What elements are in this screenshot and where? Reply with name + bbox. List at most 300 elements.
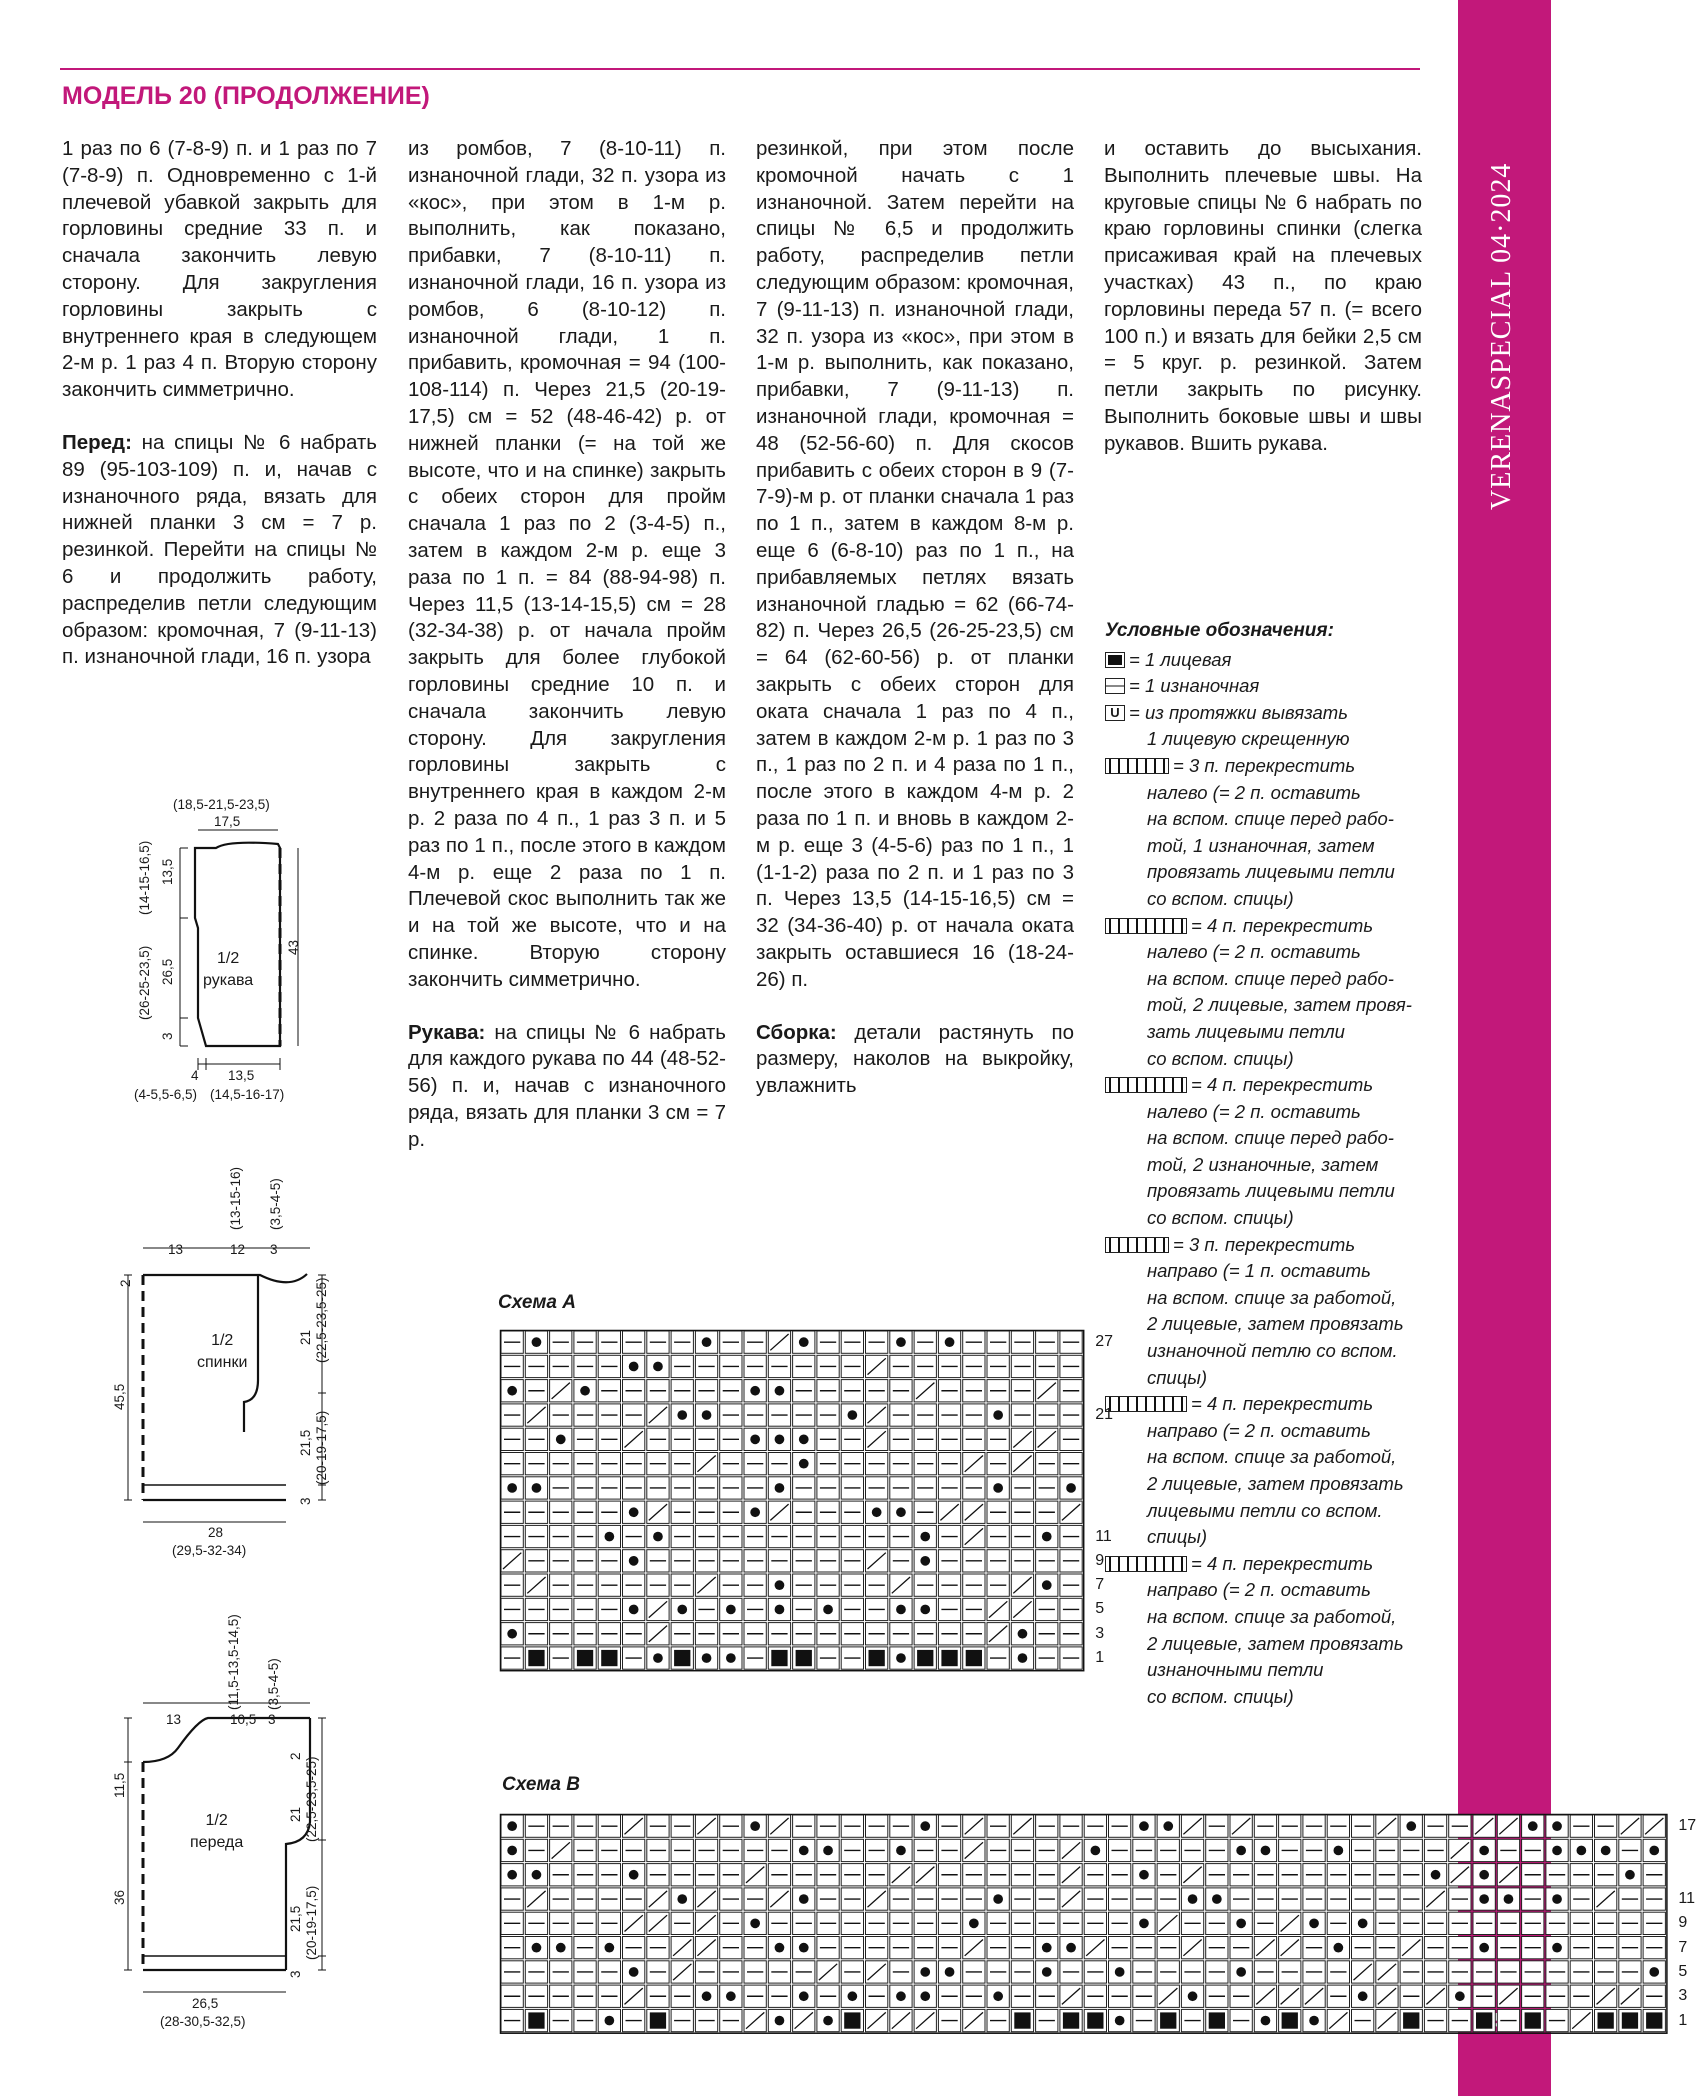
front-width-sizes: (28-30,5-32,5)	[160, 2014, 246, 2029]
front-neck-drop: 11,5	[112, 1772, 127, 1798]
cable-stitch	[1115, 1967, 1125, 1977]
row-number: 11	[1095, 1527, 1112, 1545]
legend-text: 2 лицевые, затем провязать	[1147, 1632, 1404, 1654]
cable-stitch	[920, 1532, 930, 1542]
cable-stitch	[1576, 1846, 1586, 1856]
cable-stitch	[1504, 1894, 1514, 1904]
paragraph-text: на спицы № 6 набрать 89 (95-103-109) п. и, начав с изнаночного ряда, вязать для нижней планки 3 см = 7 р. резинкой. Перейти на спицы № 6 и продолжить работу, распределив петли следующим образом: кромочная, 7 (9-11-13) п. изнаночной глади, 16 п. узора	[62, 430, 377, 669]
text-column-2	[408, 136, 726, 1179]
cable-stitch	[629, 1870, 639, 1880]
back-total-length: 45,5	[112, 1383, 127, 1410]
cable-stitch	[702, 1410, 712, 1420]
sleeve-length-sizes: (26-25-23,5)	[137, 945, 152, 1020]
front-width: 26,5	[192, 1996, 219, 2011]
legend-text: = 4 п. перекрестить	[1191, 1074, 1374, 1096]
legend-item	[1105, 753, 1435, 913]
cable-stitch	[507, 1846, 517, 1856]
row-number: 7	[1678, 1938, 1688, 1956]
cable-stitch	[896, 1653, 906, 1663]
scheme-b-grid	[500, 1814, 1668, 2035]
cable-stitch	[702, 1337, 712, 1347]
cable-stitch	[1479, 1943, 1489, 1953]
cable-stitch	[847, 1991, 857, 2001]
paragraph	[62, 430, 377, 671]
row-number: 9	[1095, 1551, 1105, 1569]
knit-stitch	[1525, 2012, 1541, 2028]
legend-text: зать лицевыми петли	[1147, 1020, 1345, 1042]
cable-stitch	[775, 1580, 785, 1590]
cable-stitch	[1333, 1943, 1343, 1953]
knit-stitch-icon	[1105, 652, 1125, 668]
cable-stitch	[604, 1943, 614, 1953]
knit-stitch	[966, 1650, 982, 1666]
cable-stitch	[1528, 1821, 1538, 1831]
row-number: 9	[1678, 1914, 1688, 1932]
cable-stitch	[653, 1653, 663, 1663]
section-heading: Рукава:	[408, 1020, 486, 1044]
header-rule	[60, 68, 1420, 70]
legend-item	[1105, 1391, 1435, 1551]
front-neck-width: 10,5	[230, 1712, 257, 1727]
front-schematic	[110, 1700, 340, 2030]
back-width: 28	[208, 1525, 224, 1540]
knit-stitch	[1209, 2012, 1225, 2028]
sleeve-bottom-left: 4	[191, 1068, 199, 1083]
cable-stitch	[896, 1846, 906, 1856]
row-number: 27	[1095, 1333, 1113, 1351]
brand-text: VERENASPECIAL 04·2024	[1486, 162, 1517, 510]
cable-stitch	[1455, 1991, 1465, 2001]
cable-stitch	[1601, 1846, 1611, 1856]
cable-stitch	[1309, 1918, 1319, 1928]
cable-stitch	[775, 1434, 785, 1444]
section-heading: Перед:	[62, 430, 132, 454]
cable-stitch	[969, 1918, 979, 1928]
cable-stitch	[1236, 1846, 1246, 1856]
back-side-length-sizes: (20-19-17,5)	[314, 1410, 329, 1485]
cable-stitch	[629, 1605, 639, 1615]
cable-stitch	[799, 1434, 809, 1444]
cable-stitch	[1479, 1846, 1489, 1856]
scheme-a-grid	[500, 1330, 1085, 1672]
legend-text: = из протяжки вывязать	[1129, 701, 1348, 723]
cable-stitch	[896, 1337, 906, 1347]
cable-stitch	[920, 1967, 930, 1977]
row-number: 11	[1678, 1890, 1695, 1908]
cable-stitch	[1552, 1894, 1562, 1904]
legend-text: = 3 п. перекрестить	[1173, 1233, 1356, 1255]
sleeve-total-length: 43	[286, 939, 301, 955]
cable-stitch	[799, 1991, 809, 2001]
legend-items	[1105, 647, 1435, 1711]
legend-text: направо (= 2 п. оставить	[1147, 1579, 1371, 1601]
paragraph: и оставить до высыхания. Выполнить плечевые швы. На круговые спицы № 6 набрать по краю горловины спинки (слегка присаживая край на плечевых участках) 43 п., по краю горловины переда 57 п. (= всего 100 п.) и вязать для бейки 2,5 см = 5 круг. р. резинкой. Затем петли закрыть по рисунку. Выполнить боковые швы и швы рукавов. Вшить рукава.	[1104, 137, 1422, 455]
knit-stitch	[528, 1650, 544, 1666]
legend-text: со вспом. спицы)	[1147, 1685, 1294, 1707]
front-side-length: 21,5	[288, 1905, 303, 1932]
legend-text: спицы)	[1147, 1526, 1208, 1548]
knit-stitch	[650, 2012, 666, 2028]
cable-stitch	[799, 1459, 809, 1469]
knit-stitch	[917, 1650, 933, 1666]
cable-stitch	[556, 1434, 566, 1444]
cable-stitch	[896, 1507, 906, 1517]
cable-stitch	[799, 1943, 809, 1953]
knit-stitch	[528, 2012, 544, 2028]
knit-stitch	[771, 1650, 787, 1666]
cable-stitch	[532, 1943, 542, 1953]
row-number: 7	[1095, 1576, 1105, 1594]
knit-stitch	[1160, 2012, 1176, 2028]
cable-stitch	[629, 1556, 639, 1566]
knit-stitch	[869, 1650, 885, 1666]
back-armhole-edge	[250, 1272, 300, 1472]
legend-text: со вспом. спицы)	[1147, 1047, 1294, 1069]
back-neck-width: 12	[230, 1242, 246, 1257]
cable-stitch	[945, 1337, 955, 1347]
legend-text: = 4 п. перекрестить	[1191, 1393, 1374, 1415]
cable-stitch	[799, 1846, 809, 1856]
cable-stitch	[677, 1894, 687, 1904]
cable-stitch	[993, 1483, 1003, 1493]
knit-stitch	[1646, 2012, 1662, 2028]
cable-stitch	[1261, 1846, 1271, 1856]
cable-stitch	[532, 1337, 542, 1347]
legend	[1105, 618, 1435, 1710]
cable-stitch	[726, 1605, 736, 1615]
row-number: 5	[1095, 1600, 1105, 1618]
legend-item	[1105, 647, 1435, 674]
cable-stitch	[702, 1991, 712, 2001]
back-width-sizes: (29,5-32-34)	[172, 1543, 247, 1558]
cable-stitch	[847, 1410, 857, 1420]
scheme-b-title: Схема В	[502, 1774, 581, 1795]
back-neck-depth-sizes: (3,5-4-5)	[268, 1178, 283, 1230]
cable-stitch	[920, 1991, 930, 2001]
legend-text: 2 лицевые, затем провязать	[1147, 1473, 1404, 1494]
legend-text: изнаночной петлю со вспом.	[1147, 1340, 1398, 1362]
cable-stitch	[1212, 1894, 1222, 1904]
cable-stitch	[1309, 2016, 1319, 2026]
back-neck-depth: 3	[270, 1242, 278, 1257]
paragraph	[756, 1020, 1074, 1100]
front-side-length-sizes: (20-19-17,5)	[304, 1885, 319, 1960]
knit-stitch	[1476, 2012, 1492, 2028]
cable-stitch	[1163, 1821, 1173, 1831]
cable-stitch	[532, 1870, 542, 1880]
cable-stitch	[993, 1894, 1003, 1904]
cable-stitch	[872, 1507, 882, 1517]
purl-stitch-icon	[1105, 678, 1125, 694]
legend-text: провязать лицевыми петли	[1147, 861, 1395, 883]
cable-stitch	[726, 1991, 736, 2001]
cable-stitch	[653, 1532, 663, 1542]
cable-stitch	[1261, 2016, 1271, 2026]
front-shoulder-width: 13	[166, 1712, 182, 1727]
sleeve-cap-height-sizes: (14-15-16,5)	[137, 840, 152, 915]
brand-logo	[1458, 0, 1551, 560]
legend-item	[1105, 1232, 1435, 1392]
cable-stitch	[1625, 1870, 1635, 1880]
legend-text: налево (= 2 п. оставить	[1147, 941, 1361, 963]
cable-stitch	[580, 1386, 590, 1396]
sleeve-bottom-left-sizes: (4-5,5-6,5)	[134, 1087, 198, 1102]
legend-item	[1105, 673, 1435, 700]
cable-stitch	[1090, 1846, 1100, 1856]
legend-text: на вспом. спице за работой,	[1147, 1446, 1397, 1468]
legend-text: 1 лицевую скрещенную	[1147, 728, 1350, 750]
cable-stitch	[823, 2016, 833, 2026]
row-number: 5	[1678, 1962, 1688, 1980]
scheme-a-title: Схема А	[498, 1292, 577, 1313]
cable-cross-icon	[1105, 1396, 1187, 1412]
sleeve-cap-height: 13,5	[160, 858, 175, 885]
cable-stitch	[750, 1821, 760, 1831]
cable-stitch	[629, 1967, 639, 1977]
cable-stitch	[1188, 1991, 1198, 2001]
legend-text: 2 лицевые, затем провязать	[1147, 1313, 1404, 1335]
cable-stitch	[507, 1386, 517, 1396]
sleeve-bottom-width-sizes: (14,5-16-17)	[210, 1087, 285, 1102]
cable-cross-icon	[1105, 758, 1169, 774]
front-label: 1/2 переда	[190, 1812, 244, 1851]
legend-text: провязать лицевыми петли	[1147, 1180, 1395, 1202]
text-column-3	[756, 136, 1074, 1126]
cable-stitch	[920, 1556, 930, 1566]
front-neck-depth-sizes: (3,5-4-5)	[266, 1658, 281, 1710]
cable-stitch	[993, 1991, 1003, 2001]
cable-stitch	[775, 1943, 785, 1953]
legend-item	[1105, 1551, 1435, 1711]
cable-stitch	[920, 1821, 930, 1831]
cable-stitch	[775, 2016, 785, 2026]
legend-item	[1105, 913, 1435, 1073]
cable-stitch	[1018, 1629, 1028, 1639]
cable-stitch	[920, 1605, 930, 1615]
text-column-4	[1104, 136, 1422, 484]
knit-stitch	[796, 1650, 812, 1666]
cable-stitch	[1066, 1943, 1076, 1953]
cable-stitch	[1358, 1991, 1368, 2001]
cable-stitch	[775, 1483, 785, 1493]
paragraph-text: на спицы № 6 набрать для каждого рукава по 44 (48-52-56) п. и, начав с изнаночного ряда, вязать для планки 3 см = 7 р.	[408, 1020, 726, 1151]
cable-stitch	[702, 1653, 712, 1663]
legend-text: = 3 п. перекрестить	[1173, 754, 1356, 776]
legend-text: на вспом. спице перед рабо-	[1147, 808, 1394, 830]
front-top-edge: 2	[288, 1752, 303, 1760]
cable-stitch	[629, 1507, 639, 1517]
sleeve-top-width: 17,5	[214, 814, 241, 829]
page-title: МОДЕЛЬ 20 (ПРОДОЛЖЕНИЕ)	[62, 82, 430, 110]
front-armhole-depth: 21	[288, 1806, 303, 1822]
row-number: 1	[1678, 2011, 1688, 2029]
cable-cross-icon	[1105, 1556, 1187, 1572]
section-heading: Сборка:	[756, 1020, 837, 1044]
back-top-edge: 2	[118, 1279, 133, 1287]
cable-stitch	[945, 1967, 955, 1977]
paragraph	[408, 1020, 726, 1154]
cable-stitch	[1236, 1967, 1246, 1977]
back-armhole-depth-sizes: (22,5-23,5-25)	[314, 1277, 329, 1363]
front-band-height: 3	[288, 1970, 303, 1978]
sleeve-cuff-height: 3	[160, 1032, 175, 1040]
paragraph-text: детали растянуть по размеру, наколов на выкройку, увлажнить	[756, 1020, 1074, 1098]
front-neck-depth: 3	[268, 1712, 276, 1727]
row-number: 3	[1678, 1987, 1688, 2005]
legend-text: = 4 п. перекрестить	[1191, 914, 1374, 936]
cable-stitch	[1042, 1532, 1052, 1542]
cable-stitch	[1042, 1580, 1052, 1590]
legend-text: лицевыми петли со вспом.	[1147, 1499, 1383, 1521]
cable-stitch	[775, 1386, 785, 1396]
cable-stitch	[750, 1507, 760, 1517]
cable-stitch	[1139, 1918, 1149, 1928]
front-neck-width-sizes: (11,5-13,5-14,5)	[226, 1614, 241, 1710]
cable-stitch	[1479, 1870, 1489, 1880]
row-number: 1	[1095, 1649, 1105, 1667]
cable-stitch	[677, 1605, 687, 1615]
cable-stitch	[507, 1629, 517, 1639]
cable-stitch	[823, 1846, 833, 1856]
legend-text: той, 1 изнаночная, затем	[1147, 834, 1375, 856]
cable-stitch	[1188, 1894, 1198, 1904]
back-shoulder-width: 13	[168, 1242, 184, 1257]
cable-stitch	[896, 1605, 906, 1615]
row-number: 21	[1095, 1406, 1113, 1424]
legend-text: = 4 п. перекрестить	[1191, 1552, 1374, 1574]
sleeve-top-size: (18,5-21,5-23,5)	[173, 797, 270, 812]
cable-stitch	[1236, 1918, 1246, 1928]
paragraph: резинкой, при этом после кромочной начать с 1 изнаночной. Затем перейти на спицы № 6,5 и продолжить работу, распределив петли следующим образом: кромочная, 7 (9-11-13) п. изнаночной глади, 32 п. узора из «кос», при этом в 1-м р. выполнить, как показано, прибавки, 7 (9-11-13) п. изнаночной глади, кромочная = 48 (52-56-60) п. Для скосов прибавить с обеих сторон в 9 (7-7-9)-м р. от планки сначала 1 раз по 1 п., затем в каждом 8-м р. еще 6 (6-8-10) раз по 1 п., на прибавляемых петлях вязать изнаночной гладью = 62 (66-74-82) п. Через 26,5 (26-25-23,5) см = 64 (62-60-56) р. от планки закрыть с обеих сторон для оката сначала 1 раз по 4 п., затем в каждом 2-м р. 1 раз по 3 п., 1 раз по 2 п. и 4 раза по 1 п., после этого в каждом 4-м р. 2 раза по 1 п. и вновь в каждом 2-м р. еще 3 (4-5-6) раз по 1 п., 1 (1-1-2) раза по 2 п. и 1 раз по 3 п. Через 13,5 (14-15-16,5) см = 32 (34-36-40) р. от начала оката закрыть оставшиеся 16 (18-24-26) п.	[756, 137, 1074, 991]
cable-stitch	[823, 1605, 833, 1615]
cable-stitch	[1552, 1943, 1562, 1953]
cable-stitch	[1358, 1918, 1368, 1928]
cable-stitch	[726, 1653, 736, 1663]
cable-stitch	[1018, 1653, 1028, 1663]
cable-stitch	[604, 2016, 614, 2026]
cable-stitch	[993, 1410, 1003, 1420]
legend-text: = 1 изнаночная	[1129, 675, 1260, 697]
knit-stitch	[1014, 2012, 1030, 2028]
legend-text: той, 2 лицевые, затем провя-	[1147, 994, 1412, 1016]
back-schematic	[110, 1230, 340, 1560]
back-band-height: 3	[298, 1497, 313, 1505]
cable-stitch	[1431, 1870, 1441, 1880]
sleeve-label: 1/2 рукава	[203, 950, 254, 989]
cable-stitch	[799, 1337, 809, 1347]
paragraph: из ромбов, 7 (8-10-11) п. изнаночной глади, 32 п. узора из «кос», при этом в 1-м р. выполнить, как показано, прибавки, 7 (8-10-11) п. изнаночной глади, 16 п. узора из ромбов, 6 (8-10-12) п. изнаночной глади, 1 п. прибавить, кромочная = 94 (100-108-114) п. Через 21,5 (20-19-17,5) см = 52 (48-46-42) р. от нижней планки (= на той же высоте, что и на спинке) закрыть с обеих сторон для пройм сначала 1 раз по 2 (3-4-5) п., затем в каждом 2-м р. еще 3 раза по 1 п. = 84 (88-94-98) п. Через 11,5 (13-14-15,5) см = 28 (32-34-38) р. от начала пройм закрыть для более глубокой горловины средние 10 п. и сначала закончить левую сторону. Для закругления горловины закрыть с внутреннего края в каждом 2-м р. 2 раза по 4 п., 1 раз 3 п. и 5 раз по 1 п., после этого в каждом 4-м р. еще 2 раза по 1 п. Плечевой скос выполнить так же и на той же высоте, что и на спинке. Вторую сторону закончить симметрично.	[408, 137, 726, 991]
legend-text: со вспом. спицы)	[1147, 887, 1294, 909]
cable-stitch	[750, 1918, 760, 1928]
cable-stitch	[1649, 1967, 1659, 1977]
knit-stitch	[941, 1650, 957, 1666]
front-total-length: 36	[112, 1889, 127, 1905]
cable-stitch	[629, 1362, 639, 1372]
knit-stitch	[1282, 2012, 1298, 2028]
knit-stitch	[1598, 2012, 1614, 2028]
back-armhole-depth: 21	[298, 1329, 313, 1345]
legend-text: на вспом. спице перед рабо-	[1147, 1127, 1394, 1149]
cable-stitch	[653, 1362, 663, 1372]
knit-stitch	[844, 2012, 860, 2028]
cable-stitch	[507, 1821, 517, 1831]
cable-stitch	[1479, 1894, 1489, 1904]
cable-stitch	[532, 1483, 542, 1493]
knit-stitch	[1403, 2012, 1419, 2028]
legend-text: на вспом. спице перед рабо-	[1147, 967, 1394, 989]
knit-stitch	[1087, 2012, 1103, 2028]
knit-stitch	[674, 1650, 690, 1666]
legend-title: Условные обозначения:	[1105, 620, 1334, 641]
brand-sidebar	[1458, 0, 1551, 2096]
legend-text: со вспом. спицы)	[1147, 1207, 1294, 1229]
back-side-length: 21,5	[298, 1429, 313, 1456]
cable-stitch	[604, 1532, 614, 1542]
cable-stitch	[1552, 1821, 1562, 1831]
cable-stitch	[1552, 1846, 1562, 1856]
cable-stitch	[750, 1386, 760, 1396]
cable-stitch	[507, 1483, 517, 1493]
cable-cross-icon	[1105, 1077, 1187, 1093]
legend-item	[1105, 700, 1435, 753]
cable-stitch	[1139, 1870, 1149, 1880]
legend-text: спицы)	[1147, 1366, 1208, 1388]
front-armhole-depth-sizes: (22,5-23,5-25)	[304, 1756, 319, 1842]
cable-stitch	[775, 1605, 785, 1615]
legend-text: налево (= 2 п. оставить	[1147, 781, 1361, 803]
text-column-1	[62, 136, 377, 697]
cable-stitch	[1649, 1846, 1659, 1856]
cable-stitch	[799, 1894, 809, 1904]
cable-stitch	[556, 1943, 566, 1953]
knit-stitch	[1063, 2012, 1079, 2028]
cable-stitch	[1042, 1943, 1052, 1953]
legend-text: изнаночными петли	[1147, 1659, 1324, 1681]
cable-stitch	[896, 1991, 906, 2001]
sleeve-length: 26,5	[160, 958, 175, 985]
cable-cross-icon	[1105, 918, 1187, 934]
back-label: 1/2 спинки	[197, 1332, 248, 1371]
legend-text: на вспом. спице за работой,	[1147, 1286, 1397, 1308]
sleeve-bottom-width: 13,5	[228, 1068, 255, 1083]
cable-cross-icon	[1105, 1237, 1169, 1253]
cable-stitch	[1115, 2016, 1125, 2026]
paragraph: 1 раз по 6 (7-8-9) п. и 1 раз по 7 (7-8-9) п. Одновременно с 1-й плечевой убавкой закрыть для горловины средние 33 п. и сначала закончить левую сторону. Для закругления горловины закрыть с внутреннего края в следующем 2-м р. 1 раз 4 п. Вторую сторону закончить симметрично.	[62, 137, 377, 402]
knit-stitch	[601, 1650, 617, 1666]
knit-stitch	[577, 1650, 593, 1666]
legend-text: направо (= 1 п. оставить	[1147, 1260, 1371, 1282]
cable-stitch	[750, 1434, 760, 1444]
legend-text: направо (= 2 п. оставить	[1147, 1419, 1371, 1441]
legend-text: на вспом. спице за работой,	[1147, 1605, 1397, 1627]
legend-item	[1105, 1072, 1435, 1232]
cable-stitch	[1139, 1821, 1149, 1831]
cable-stitch	[1066, 1483, 1076, 1493]
knit-stitch	[1622, 2012, 1638, 2028]
legend-text: = 1 лицевая	[1129, 648, 1232, 670]
twisted-knit-icon: U	[1105, 705, 1125, 721]
cable-stitch	[1042, 1967, 1052, 1977]
cable-stitch	[507, 1870, 517, 1880]
back-neck-width-sizes: (13-15-16)	[228, 1166, 243, 1230]
legend-text: налево (= 2 п. оставить	[1147, 1100, 1361, 1122]
cable-stitch	[677, 1410, 687, 1420]
legend-text: той, 2 изнаночные, затем	[1147, 1153, 1379, 1175]
cable-stitch	[1333, 1846, 1343, 1856]
row-number: 3	[1095, 1624, 1105, 1642]
row-number: 17	[1678, 1817, 1696, 1835]
cable-stitch	[1406, 1821, 1416, 1831]
